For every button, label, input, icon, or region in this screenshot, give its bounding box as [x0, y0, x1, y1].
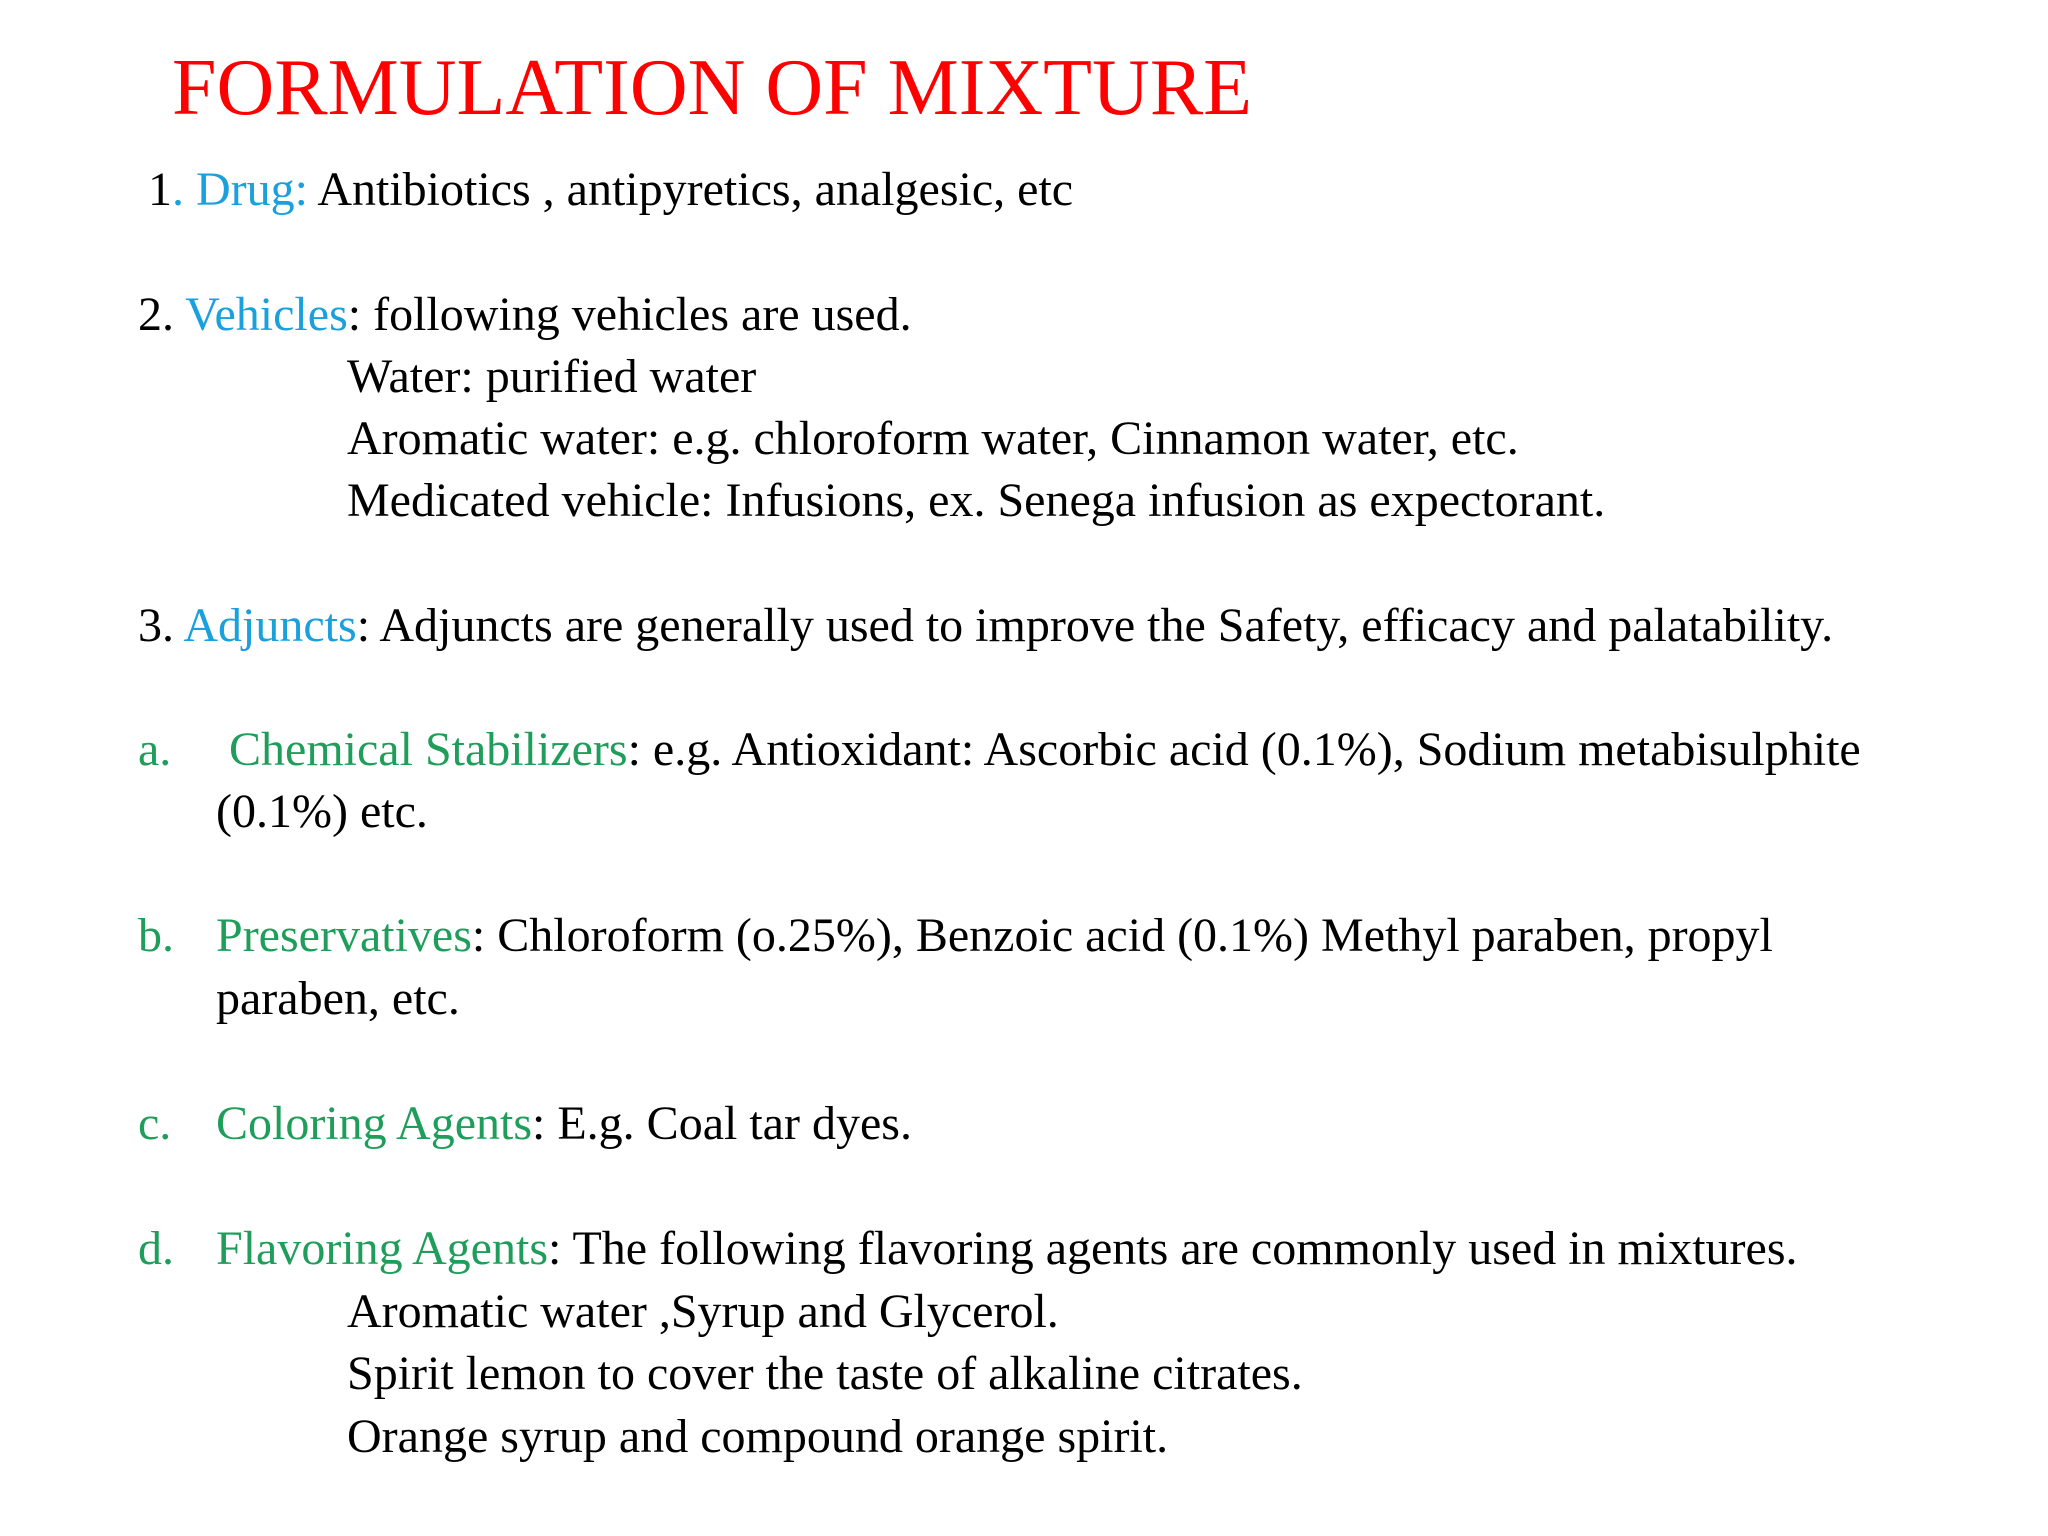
item-c-marker: c.	[138, 1097, 172, 1150]
item-d-text: : The following flavoring agents are commonly used in mixtures.	[548, 1222, 1798, 1275]
item-a-label: Chemical Stabilizers	[229, 723, 628, 776]
flavoring-item: Spirit lemon to cover the taste of alkaline citrates.	[347, 1347, 1303, 1400]
adjuncts-text: : Adjuncts are generally used to improve the Safety, efficacy and palatability.	[356, 599, 1834, 652]
item-a-marker: a.	[138, 723, 172, 776]
item-b-line	[216, 909, 1773, 962]
item-b-marker: b.	[138, 909, 174, 962]
vehicles-number: 2.	[138, 288, 186, 341]
item-c-line	[216, 1097, 912, 1150]
adjuncts-label: Adjuncts	[183, 599, 357, 652]
item-b-label: Preservatives	[216, 909, 472, 962]
drug-line	[148, 163, 1074, 216]
vehicles-line	[138, 288, 912, 341]
vehicles-text: : following vehicles are used.	[347, 288, 912, 341]
drug-number: 1	[148, 163, 172, 216]
vehicles-item: Medicated vehicle: Infusions, ex. Senega infusion as expectorant.	[347, 474, 1606, 527]
item-d-marker: d.	[138, 1222, 174, 1275]
item-a-continuation: (0.1%) etc.	[216, 785, 428, 838]
adjuncts-line	[138, 599, 1834, 652]
vehicles-label: Vehicles	[185, 288, 348, 341]
item-a-text: : e.g. Antioxidant: Ascorbic acid (0.1%), Sodium metabisulphite	[627, 723, 1861, 776]
item-d-label: Flavoring Agents	[216, 1222, 548, 1275]
vehicles-item: Water: purified water	[347, 350, 757, 403]
drug-label: . Drug:	[172, 163, 308, 216]
slide-title: FORMULATION OF MIXTURE	[172, 44, 1253, 132]
flavoring-item: Orange syrup and compound orange spirit.	[347, 1410, 1169, 1463]
item-c-label: Coloring Agents	[216, 1097, 533, 1150]
item-b-text: : Chloroform (o.25%), Benzoic acid (0.1%) Methyl paraben, propyl	[471, 909, 1773, 962]
item-d-line	[216, 1222, 1798, 1275]
item-c-text: : E.g. Coal tar dyes.	[532, 1097, 912, 1150]
adjuncts-number: 3.	[138, 599, 184, 652]
drug-text: Antibiotics , antipyretics, analgesic, etc	[307, 163, 1074, 216]
item-a-line	[229, 723, 1861, 776]
item-b-continuation: paraben, etc.	[216, 972, 460, 1025]
vehicles-item: Aromatic water: e.g. chloroform water, Cinnamon water, etc.	[347, 412, 1519, 465]
flavoring-item: Aromatic water ,Syrup and Glycerol.	[347, 1285, 1059, 1338]
